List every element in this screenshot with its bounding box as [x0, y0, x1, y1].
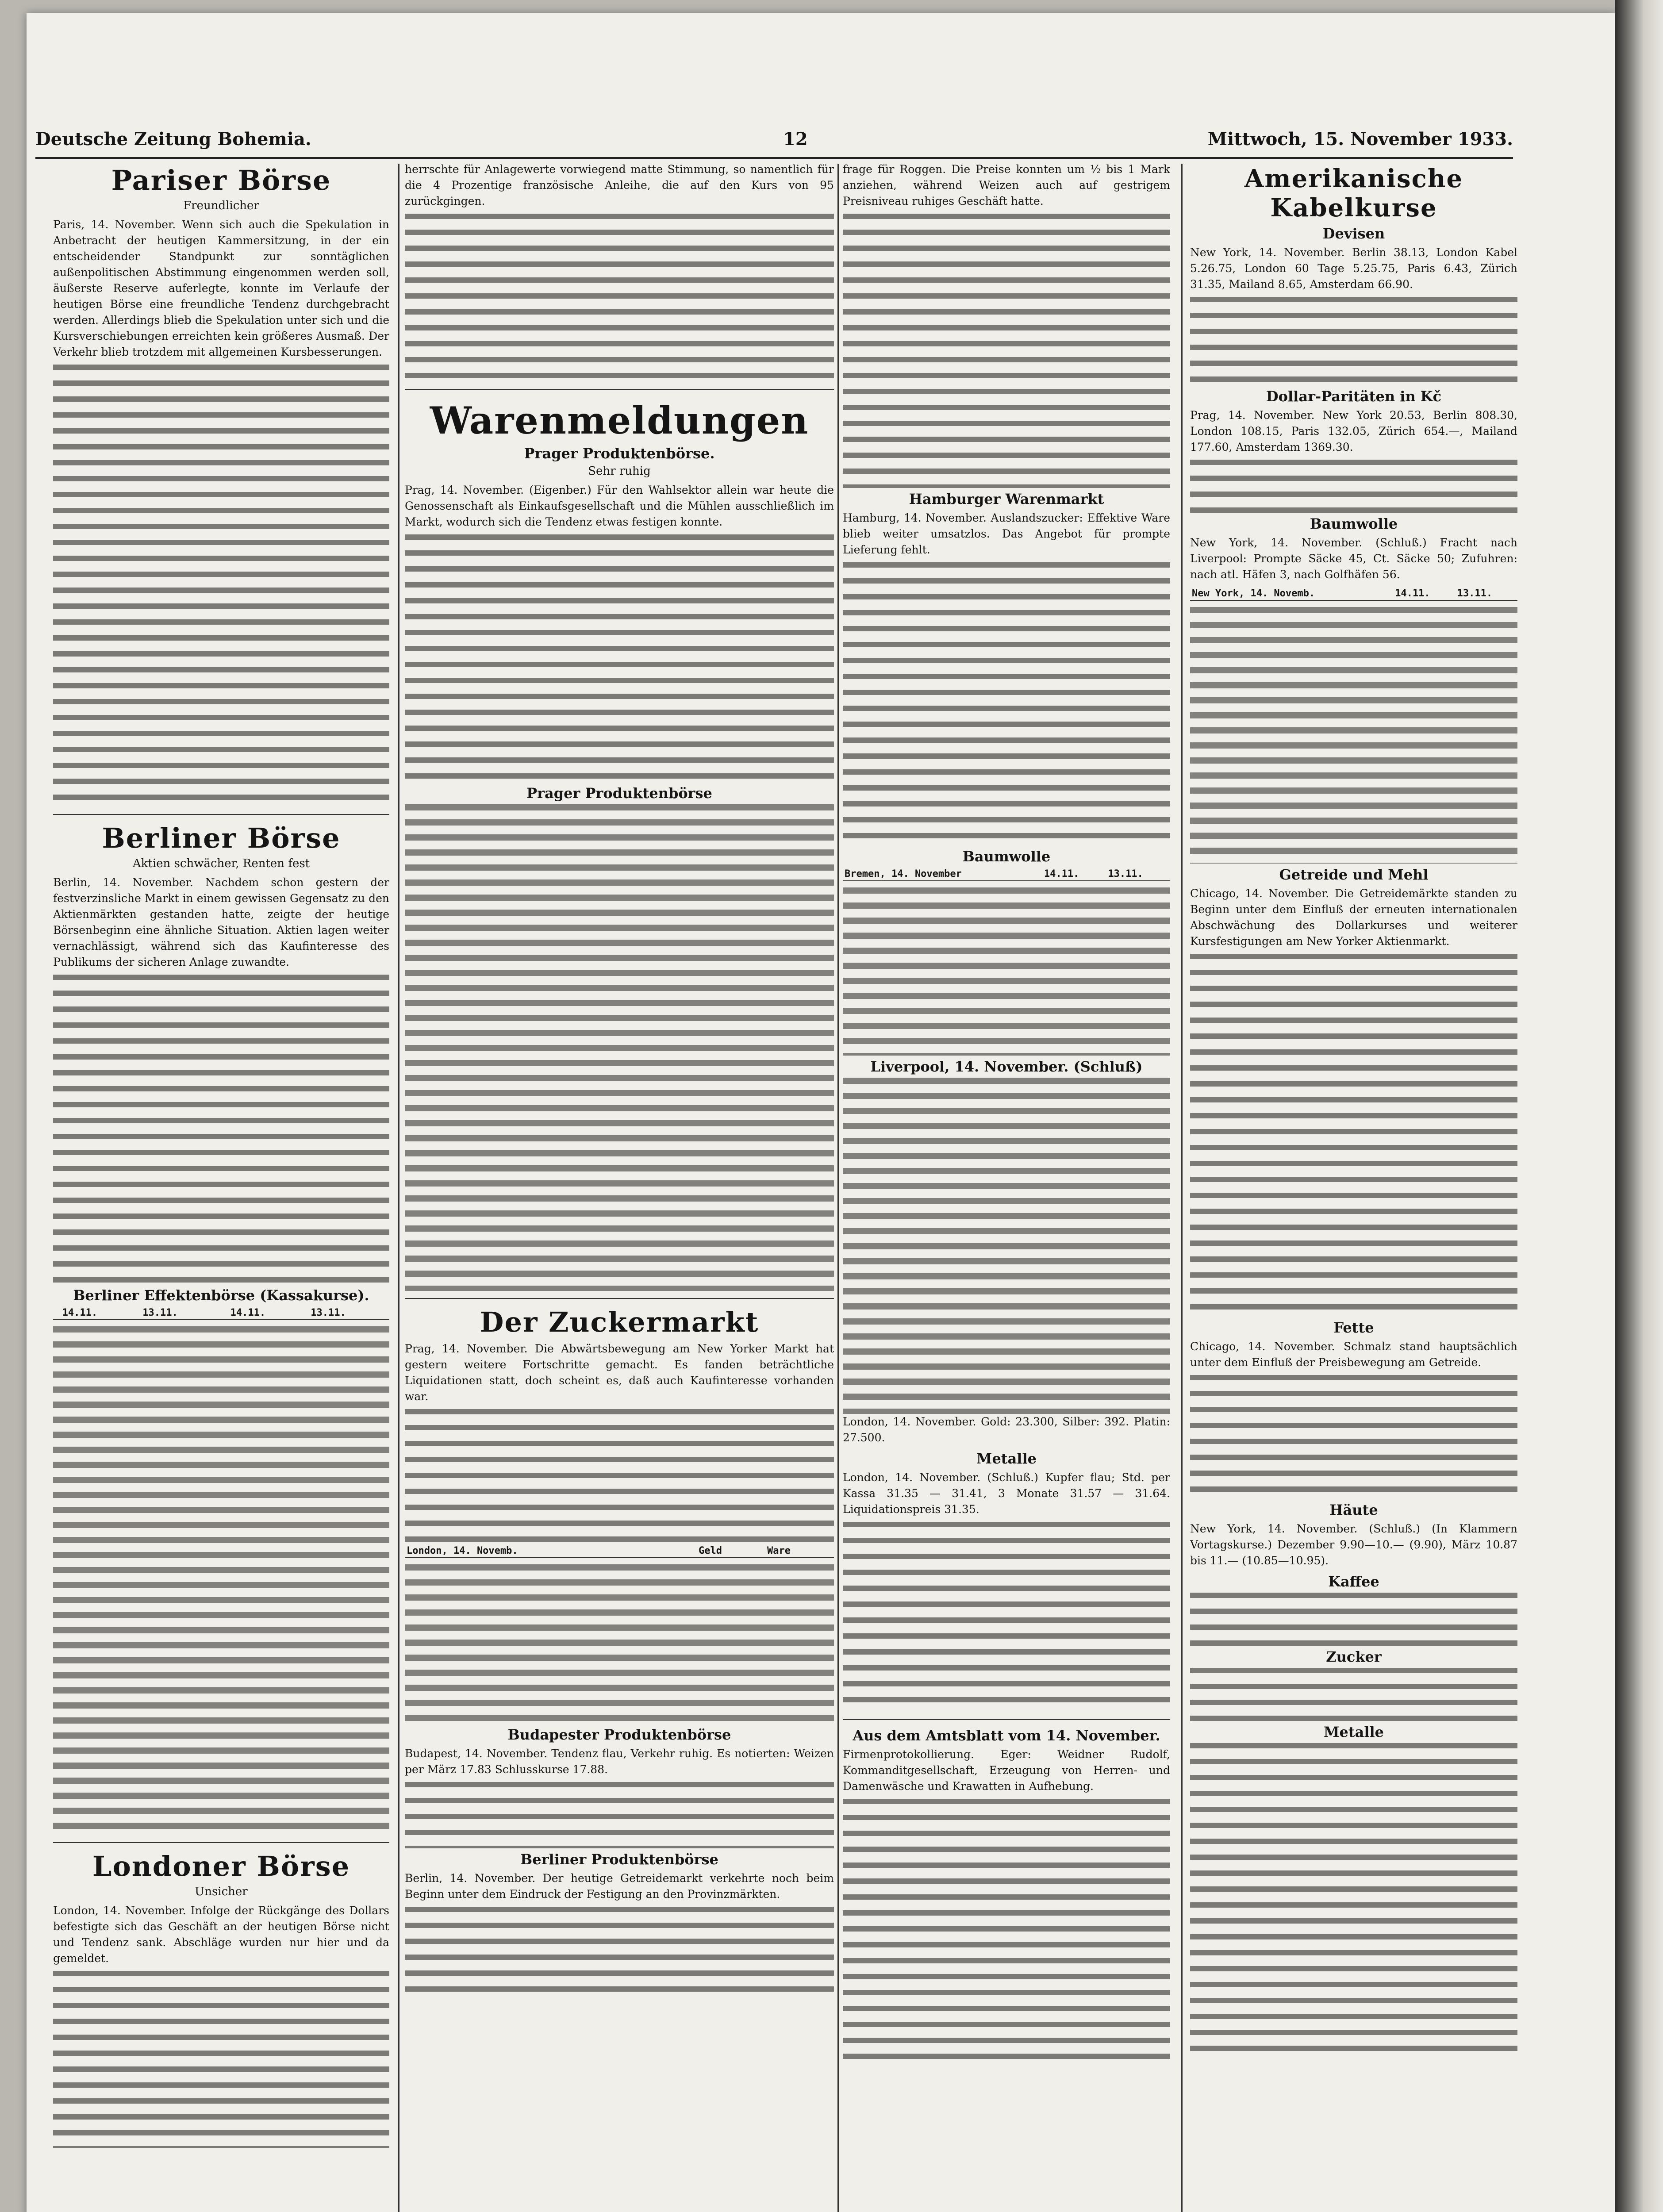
section-title-devisen: Devisen	[1322, 225, 1385, 242]
column-3	[843, 161, 1170, 2212]
section-title-kabelkurse: Amerikanische Kabelkurse	[1244, 164, 1463, 223]
bremen-table	[843, 868, 1170, 881]
article-text-continued	[53, 365, 389, 807]
zucker-table	[405, 1544, 834, 1558]
article-text-continued	[405, 1409, 834, 1542]
liverpool-table-body	[843, 1078, 1170, 1414]
column-rule	[398, 164, 399, 2212]
article-text: London, 14. November. Gold: 23.300, Silber: 392. Platin: 27.500.	[843, 1415, 1170, 1444]
article-text: Hamburg, 14. November. Auslandszucker: Effektive Ware blieb weiter umsatzlos. Das Angebot für prompte Lieferung fehlt.	[843, 511, 1170, 556]
article-text-continued	[405, 1782, 834, 1848]
article-text: Prag, 14. November. (Eigenber.) Für den Wahlsektor allein war heute die Genossenschaft als Einkaufsgesellschaft und die Mühlen ausschließlich im Markt, wodurch sich die Tendenz etwas festigen konnte.	[405, 484, 834, 528]
section-title-prager: Prager Produktenbörse.	[524, 445, 715, 462]
article-text: London, 14. November. Infolge der Rückgänge des Dollars befestigte sich das Geschäft an der heutigen Börse nicht und Tendenz sank. Abschläge wurden nur hier und da gemeldet.	[53, 1904, 389, 1965]
article-text-continued	[53, 1971, 389, 2148]
article-text: New York, 14. November. (Schluß.) Fracht nach Liverpool: Prompte Säcke 45, Ct. Säcke 50; Zufuhren: nach atl. Häfen 3, nach Golfhäfen 56.	[1190, 536, 1517, 581]
article-text: New York, 14. November. Berlin 38.13, London Kabel 5.26.75, London 60 Tage 5.25.75, Paris 6.43, Zürich 31.35, Mailand 8.65, Amsterdam 66.90.	[1190, 246, 1517, 291]
article-text-continued	[843, 1799, 1170, 2064]
section-title-amtsblatt: Aus dem Amtsblatt vom 14. November.	[853, 1727, 1160, 1744]
article-text: herrschte für Anlagewerte vorwiegend matte Stimmung, so namentlich für die 4 Prozentige französische Anleihe, die auf den Kurs von 95 zurückgingen.	[405, 163, 834, 207]
article-text-continued	[53, 975, 389, 1284]
column-rule	[1181, 164, 1183, 2212]
section-subtitle: Aktien schwächer, Renten fest	[132, 857, 310, 870]
scan-edge	[1615, 0, 1663, 2212]
column-rule	[837, 164, 839, 2212]
article-text-continued	[843, 214, 1170, 488]
divider	[405, 389, 834, 390]
section-title-getreide: Getreide und Mehl	[1279, 866, 1429, 883]
article-text-continued	[1190, 1375, 1517, 1499]
bremen-table-body	[843, 887, 1170, 1056]
section-title-metalle: Metalle	[1324, 1724, 1384, 1740]
section-title-metalle: Metalle	[976, 1450, 1037, 1467]
divider	[53, 1842, 389, 1843]
section-subtitle: Freundlicher	[183, 199, 259, 212]
article-text: Firmenprotokollierung. Eger: Weidner Rudolf, Kommanditgesellschaft, Erzeugung von Herren- und Damenwäsche und Krawatten in Aufhebung.	[843, 1748, 1170, 1793]
section-title-paris: Pariser Börse	[111, 164, 331, 196]
section-title-berlin: Berliner Börse	[102, 822, 341, 854]
table-header-row: London, 14. Novemb. Geld Ware	[405, 1544, 834, 1558]
section-subtitle: Sehr ruhig	[588, 465, 651, 478]
issue-date: Mittwoch, 15. November 1933.	[1207, 129, 1513, 150]
divider	[405, 1298, 834, 1299]
section-title-budapest: Budapester Produktenbörse	[507, 1726, 731, 1743]
article-text: Berlin, 14. November. Der heutige Getreidemarkt verkehrte noch beim Beginn unter dem Eindruck der Festigung an den Provinzmärkten.	[405, 1872, 834, 1901]
article-text-continued	[1190, 460, 1517, 513]
divider	[843, 1719, 1170, 1720]
article-text-continued	[1190, 297, 1517, 385]
article-text: Chicago, 14. November. Die Getreidemärkte standen zu Beginn unter dem Einfluß der erneuten internationalen Abschwächung des Dollarkurses und weiterer Kursfestigungen am New Yorker Aktienmarkt.	[1190, 887, 1517, 948]
article-text: frage für Roggen. Die Preise konnten um ½ bis 1 Mark anziehen, während Weizen auch auf gestrigem Preisniveau ruhiges Geschäft hatte.	[843, 163, 1170, 207]
section-title-liverpool: Liverpool, 14. November. (Schluß)	[870, 1058, 1143, 1075]
section-title-fette: Fette	[1333, 1319, 1374, 1336]
effekten-table-body	[53, 1326, 389, 1835]
section-title-kaffee: Kaffee	[1328, 1573, 1379, 1590]
section-title-effekten: Berliner Effektenbörse (Kassakurse).	[73, 1287, 369, 1304]
page-number: 12	[783, 129, 808, 150]
section-title-prager-notes: Prager Produktenbörse	[526, 785, 712, 802]
article-text-continued	[1190, 954, 1517, 1317]
article-text-continued	[405, 214, 834, 382]
section-title-zucker: Zucker	[1326, 1648, 1382, 1665]
newspaper-name: Deutsche Zeitung Bohemia.	[35, 129, 311, 150]
section-title-hamburg: Hamburger Warenmarkt	[909, 491, 1104, 507]
article-text: New York, 14. November. (Schluß.) (In Klammern Vortagskurse.) Dezember 9.90—10.— (9.90), März 10.87 bis 11.— (10.85—10.95).	[1190, 1522, 1517, 1567]
section-title-dollar: Dollar-Paritäten in Kč	[1266, 388, 1442, 405]
article-text: Prag, 14. November. New York 20.53, Berlin 808.30, London 108.15, Paris 132.05, Zürich 654.—, Mailand 177.60, Amsterdam 1369.30.	[1190, 409, 1517, 453]
divider	[53, 814, 389, 815]
article-text-continued	[405, 534, 834, 782]
article-text-continued	[405, 1907, 834, 1995]
table-header-row: Bremen, 14. November 14.11. 13.11.	[843, 868, 1170, 881]
article-text: Paris, 14. November. Wenn sich auch die Spekulation in Anbetracht der heutigen Kammersitzung, in der ein entscheidender Standpunkt zur sonntäglichen außenpolitischen Abstimmung eingenommen werden soll, äußerste Reserve auferlegte, konnte im Verlaufe der heutigen Börse eine freundliche Tendenz durchgebracht werden. Allerdings blieb die Spekulation unter sich und die Kursverschiebungen erreichten kein größeres Ausmaß. Der Verkehr blieb trotzdem mit allgemeinen Kursbesserungen.	[53, 218, 389, 358]
article-text: Budapest, 14. November. Tendenz flau, Verkehr ruhig. Es notierten: Weizen per März 17.83 Schlusskurse 17.88.	[405, 1747, 834, 1776]
price-table	[405, 804, 834, 1291]
article-text-continued	[1190, 1593, 1517, 1646]
article-text: Berlin, 14. November. Nachdem schon gestern der festverzinsliche Markt in einem gewissen Gegensatz zu den Aktienmärkten gestanden hatte, zeigte der heutige Börsenbeginn eine ähnliche Situation. Aktien lagen weiter vernachlässigt, während sich das Kaufinteresse des Publikums der sicheren Anlage zuwandte.	[53, 876, 389, 968]
table-header-row: 14.11. 13.11. 14.11. 13.11.	[53, 1306, 389, 1320]
zucker-table-body	[405, 1564, 834, 1724]
cotton-table-body	[1190, 607, 1517, 864]
article-text: London, 14. November. (Schluß.) Kupfer flau; Std. per Kassa 31.35 — 31.41, 3 Monate 31.57 — 31.64. Liquidationspreis 31.35.	[843, 1471, 1170, 1516]
section-title-zucker: Der Zuckermarkt	[480, 1306, 759, 1338]
article-text-continued	[843, 1522, 1170, 1712]
article-text-continued	[1190, 1743, 1517, 2053]
section-subtitle: Unsicher	[195, 1885, 248, 1898]
section-title-london: Londoner Börse	[92, 1850, 350, 1882]
page-header	[35, 126, 1513, 159]
effekten-table	[53, 1306, 389, 1320]
column-1	[53, 161, 389, 2212]
article-text: Chicago, 14. November. Schmalz stand hauptsächlich unter dem Einfluß der Preisbewegung am Getreide.	[1190, 1340, 1517, 1369]
article-text-continued	[1190, 1668, 1517, 1721]
section-title-warenmeldungen: Warenmeldungen	[430, 399, 809, 442]
section-title-baumwolle: Baumwolle	[962, 848, 1051, 865]
article-text-continued	[843, 562, 1170, 845]
table-header-row: New York, 14. Novemb. 14.11. 13.11.	[1190, 587, 1517, 600]
article-text: Prag, 14. November. Die Abwärtsbewegung am New Yorker Markt hat gestern weitere Fortschritte gemacht. Es fanden beträchtliche Liquidationen statt, doch scheint es, daß auch Kaufinteresse vorhanden war.	[405, 1342, 834, 1403]
cotton-table	[1190, 587, 1517, 601]
section-title-haute: Häute	[1329, 1502, 1378, 1518]
section-title-berliner-produkte: Berliner Produktenbörse	[520, 1851, 718, 1868]
column-2	[405, 161, 834, 2212]
column-4	[1190, 161, 1517, 2212]
section-title-baumwolle: Baumwolle	[1310, 515, 1398, 532]
